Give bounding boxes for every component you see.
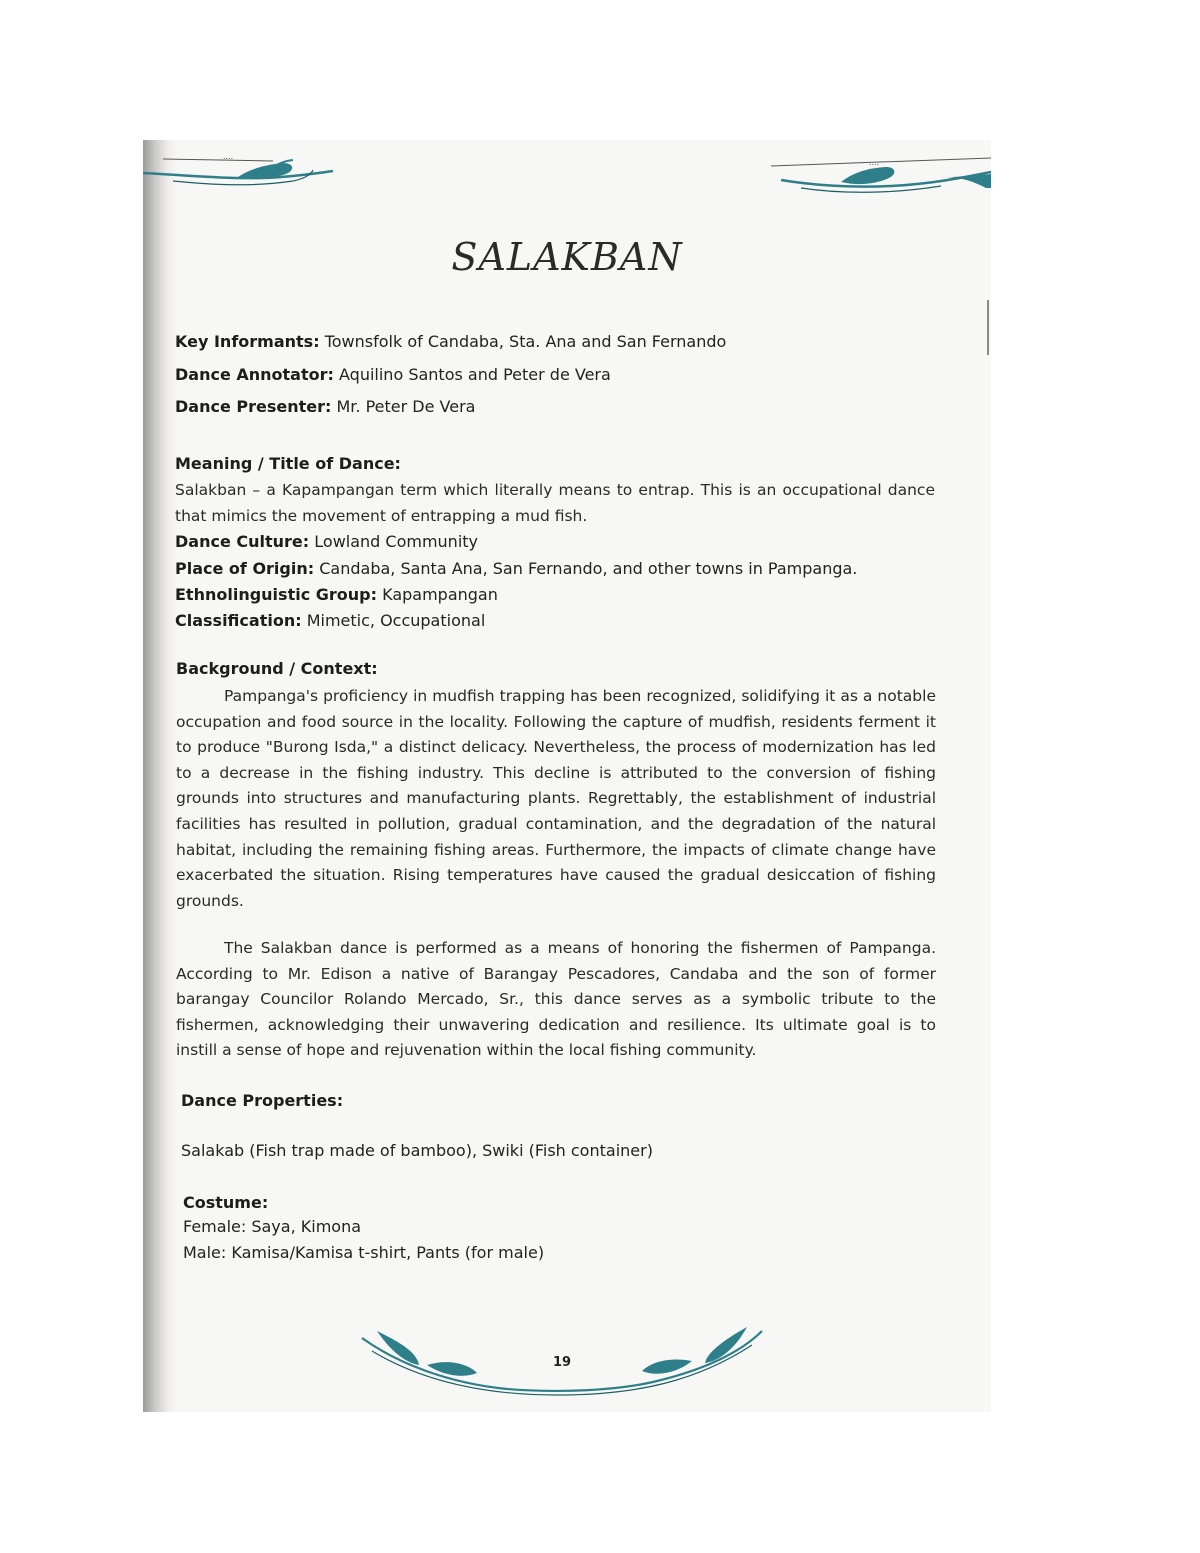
dance-culture-line [175, 532, 478, 552]
dance-annotator-label: Dance Annotator: [175, 365, 334, 384]
background-paragraph-1 [176, 684, 936, 914]
classification-line [175, 611, 485, 631]
dance-presenter-value: Mr. Peter De Vera [336, 397, 476, 416]
background-paragraph-1-text: Pampanga's proficiency in mudfish trapping has been recognized, solidifying it as a notable occupation and food source in the locality. Following the capture of mudfish, residents ferment it to produce "Burong Isda," a distinct delicacy. Nevertheless, the process of modernization has led to a decrease in the fishing industry. This decline is attributed to the conversion of fishing grounds into structures and manufacturing plants. Regrettably, the establishment of industrial facilities has resulted in pollution, gradual contamination, and the degradation of the natural habitat, including the remaining fishing areas. Furthermore, the impacts of climate change have exacerbated the situation. Rising temperatures have caused the gradual desiccation of fishing grounds. [176, 687, 936, 910]
background-paragraph-2 [176, 936, 936, 1064]
classification-value: Mimetic, Occupational [306, 611, 486, 630]
dance-properties-text: Salakab (Fish trap made of bamboo), Swiki (Fish container) [181, 1141, 653, 1160]
ethnolinguistic-group-value: Kapampangan [382, 585, 498, 604]
top-right-wave-ornament [771, 152, 991, 202]
page-title: SALAKBAN [451, 235, 683, 279]
costume-male-line [183, 1243, 544, 1263]
place-of-origin-value: Candaba, Santa Ana, San Fernando, and other towns in Pampanga. [319, 559, 858, 578]
key-informants-line [175, 332, 726, 352]
dance-properties-heading: Dance Properties: [181, 1091, 344, 1110]
meaning-text: Salakban – a Kapampangan term which literally means to entrap. This is an occupational dance that mimics the movement of entrapping a mud fish. [175, 481, 935, 525]
costume-male-value: Kamisa/Kamisa t-shirt, Pants (for male) [231, 1243, 545, 1262]
background-heading: Background / Context: [176, 659, 378, 678]
key-informants-value: Townsfolk of Candaba, Sta. Ana and San Fernando [324, 332, 727, 351]
top-left-wave-ornament [143, 145, 343, 195]
costume-male-label: Male: [183, 1243, 227, 1262]
classification-label: Classification: [175, 611, 302, 630]
dance-annotator-value: Aquilino Santos and Peter de Vera [339, 365, 611, 384]
svg-text:....: .... [223, 152, 234, 161]
document-page [143, 140, 991, 1412]
costume-female-value: Saya, Kimona [251, 1217, 362, 1236]
svg-text:....: .... [869, 158, 880, 167]
meaning-heading: Meaning / Title of Dance: [175, 454, 401, 473]
ethnolinguistic-group-label: Ethnolinguistic Group: [175, 585, 378, 604]
dance-annotator-line [175, 365, 611, 385]
costume-heading: Costume: [183, 1193, 269, 1212]
place-of-origin-label: Place of Origin: [175, 559, 315, 578]
book-spine-shadow [143, 140, 177, 1412]
dance-presenter-label: Dance Presenter: [175, 397, 332, 416]
place-of-origin-line [175, 559, 857, 579]
costume-female-label: Female: [183, 1217, 247, 1236]
scan-edge-mark [987, 300, 989, 355]
dance-culture-label: Dance Culture: [175, 532, 310, 551]
background-paragraph-2-text: The Salakban dance is performed as a means of honoring the fishermen of Pampanga. According to Mr. Edison a native of Barangay Pescadores, Candaba and the son of former barangay Councilor Rolando Mercado, Sr., this dance serves as a symbolic tribute to the fishermen, acknowledging their unwavering dedication and resilience. Its ultimate goal is to instill a sense of hope and rejuvenation within the local fishing community. [176, 939, 936, 1060]
dance-culture-value: Lowland Community [314, 532, 479, 551]
costume-female-line [183, 1217, 361, 1237]
key-informants-label: Key Informants: [175, 332, 320, 351]
page-number: 19 [553, 1355, 572, 1370]
dance-presenter-line [175, 397, 475, 417]
ethnolinguistic-group-line [175, 585, 498, 605]
